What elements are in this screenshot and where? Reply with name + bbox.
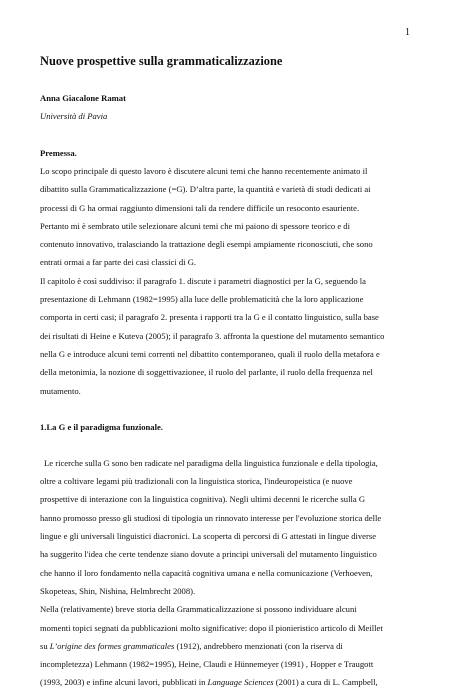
author-affiliation: Università di Pavia bbox=[40, 111, 108, 121]
text-fragment: (1912), andrebbero menzionati (con la riserva di bbox=[174, 640, 343, 651]
text-line: presentazione di Lehmann (1982=1995) alla luce delle problematicità che la loro applicazione bbox=[40, 294, 364, 305]
text-fragment: su bbox=[40, 640, 50, 651]
text-line: che hanno il loro fondamento nella capacità cognitiva umana e nella comunicazione (Verhoeven, bbox=[40, 567, 373, 578]
text-line: comporta in certi casi; il paragrafo 2. presenta i rapporti tra la G e il contatto linguistico, sulla base bbox=[40, 312, 379, 323]
premessa-paragraph-2 bbox=[40, 272, 420, 400]
text-line: nella G e introduce alcuni temi correnti nel dibattito contemporaneo, quali il ruolo della metafora e bbox=[40, 348, 380, 359]
premessa-paragraph-1 bbox=[40, 162, 420, 272]
section-1-heading: 1.La G e il paradigma funzionale. bbox=[40, 421, 163, 432]
text-line: processi di G ha ormai raggiunto dimensioni tali da rendere difficile un resoconto esauriente. bbox=[40, 202, 360, 213]
text-line: Skopeteas, Shin, Nishina, Helmbrecht 2008). bbox=[40, 585, 196, 596]
text-fragment: (1993, 2003) e infine alcuni lavori, pubblicati in bbox=[40, 677, 208, 688]
text-line: dei risultati di Heine e Kuteva (2005); il paragrafo 3. affronta la questione del mutamento semantico bbox=[40, 330, 385, 341]
page-number: 1 bbox=[405, 27, 410, 38]
text-line: lingue e gli universali linguistici diacronici. La scoperta di percorsi di G attestati in lingue diverse bbox=[40, 531, 377, 542]
text-line: Il capitolo è così suddiviso: il paragrafo 1. discute i parametri diagnostici per la G, seguendo la bbox=[40, 275, 366, 286]
text-line: dibattito sulla Grammaticalizzazione (=G). D’altra parte, la quantità e varietà di studi dedicati ai bbox=[40, 184, 371, 195]
text-line: ha suggerito l'idea che certe tendenze siano dovute a principi universali del mutamento linguistico bbox=[40, 549, 377, 560]
text-line: della metonimia, la nozione di soggettivazionee, il ruolo del parlante, il ruolo della frequenza nel bbox=[40, 367, 373, 378]
section-1-paragraph-2 bbox=[40, 600, 420, 691]
text-line: contenuto innovativo, tralasciando la trattazione degli esempi ampiamente riconosciuti, che sono bbox=[40, 239, 373, 250]
text-line-with-citation bbox=[40, 673, 420, 691]
premessa-heading: Premessa. bbox=[40, 148, 77, 158]
text-line: Le ricerche sulla G sono ben radicate nel paradigma della linguistica funzionale e della tipologia, bbox=[44, 457, 378, 468]
document-body bbox=[40, 52, 420, 692]
text-line: Nella (relativamente) breve storia della Grammaticalizzazione si possono individuare alcuni bbox=[40, 604, 357, 615]
text-line: mutamento. bbox=[40, 385, 81, 396]
text-line: Lo scopo principale di questo lavoro è discutere alcuni temi che hanno recentemente animato il bbox=[40, 166, 368, 176]
text-line: incompletezza) Lehmann (1982=1995), Heine, Claudi e Hünnemeyer (1991) , Hopper e Traugott bbox=[40, 659, 374, 670]
section-1-paragraph-1 bbox=[40, 454, 420, 600]
text-line: momenti topici segnati da pubblicazioni molto significative: dopo il pionieristico articolo di Meillet bbox=[40, 622, 383, 633]
author-name: Anna Giacalone Ramat bbox=[40, 93, 126, 103]
italic-journal-title: Language Sciences bbox=[207, 677, 274, 688]
text-line: prospettive di interazione con la linguistica cognitiva). Negli ultimi decenni le ricerche sulla G bbox=[40, 494, 366, 505]
document-title: Nuove prospettive sulla grammaticalizzazione bbox=[40, 54, 283, 68]
text-line: oltre a coltivare legami più tradizionali con la linguistica storica, l'indeuropeistica (e nuove bbox=[40, 476, 353, 487]
text-line: Pertanto mi è sembrato utile selezionare alcuni temi che mi paiono di spessore teorico e di bbox=[40, 220, 350, 231]
text-line: hanno promosso presso gli studiosi di tipologia un rinnovato interesse per l'evoluzione storica delle bbox=[40, 512, 382, 523]
text-line: entrati ormai a far parte dei casi classici di G. bbox=[40, 257, 197, 268]
italic-book-title: L’origine des formes grammaticales bbox=[49, 640, 175, 651]
text-fragment: (2001) a cura di L. Campbell, bbox=[273, 677, 378, 688]
